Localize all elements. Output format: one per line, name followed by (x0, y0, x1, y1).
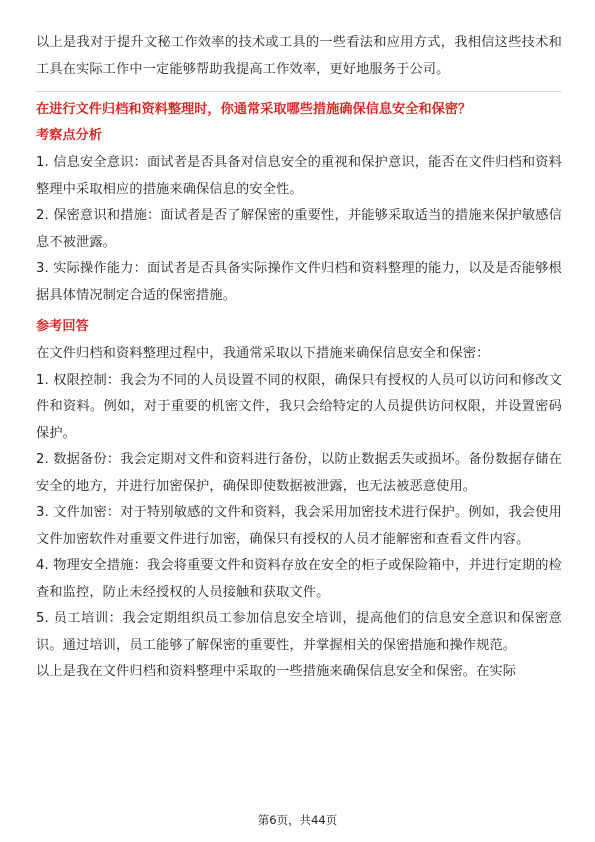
answer-item: 4. 物理安全措施：我会将重要文件和资料存放在安全的柜子或保险箱中，并进行定期的检查和监控，防止未经授权的人员接触和获取文件。 (36, 558, 562, 600)
answer-item: 1. 权限控制：我会为不同的人员设置不同的权限，确保只有授权的人员可以访问和修改文件和资料。例如，对于重要的机密文件，我只会给特定的人员提供访问权限，并设置密码保护。 (36, 372, 562, 441)
answer-item: 2. 数据备份：我会定期对文件和资料进行备份，以防止数据丢失或损坏。备份数据存储在安全的地方，并进行加密保护，确保即使数据被泄露，也无法被恶意使用。 (36, 452, 562, 494)
answer-item: 3. 文件加密：对于特别敏感的文件和资料，我会采用加密技术进行保护。例如，我会使用文件加密软件对重要文件进行加密，确保只有授权的人员才能解密和查看文件内容。 (36, 505, 562, 547)
answer-lead: 在文件归档和资料整理过程中，我通常采取以下措施来确保信息安全和保密： (36, 346, 490, 361)
analysis-item: 1. 信息安全意识：面试者是否具备对信息安全的重视和保护意识，能否在文件归档和资料整理中采取相应的措施来确保信息的安全性。 (36, 155, 562, 197)
analysis-item: 2. 保密意识和措施：面试者是否了解保密的重要性，并能够采取适当的措施来保护敏感信息不被泄露。 (36, 208, 562, 250)
analysis-item: 3. 实际操作能力：面试者是否具备实际操作文件归档和资料整理的能力，以及是否能够根据具体情况制定合适的保密措施。 (36, 261, 562, 303)
analysis-heading: 考察点分析 (36, 128, 102, 143)
answer-item: 5. 员工培训：我会定期组织员工参加信息安全培训，提高他们的信息安全意识和保密意识。通过培训，员工能够了解保密的重要性，并掌握相关的保密措施和操作规范。 (36, 611, 562, 653)
page-number-footer: 第6页，共44页 (257, 813, 338, 827)
answer-heading: 参考回答 (36, 319, 89, 334)
answer-closing: 以上是我在文件归档和资料整理中采取的一些措施来确保信息安全和保密。在实际 (36, 664, 517, 679)
section-divider (36, 91, 562, 92)
page-content (36, 30, 562, 686)
question-title: 在进行文件归档和资料整理时，你通常采取哪些措施确保信息安全和保密？ (36, 102, 472, 117)
intro-paragraph: 以上是我对于提升文秘工作效率的技术或工具的一些看法和应用方式，我相信这些技术和工具在实际工作中一定能够帮助我提高工作效率，更好地服务于公司。 (36, 35, 562, 77)
